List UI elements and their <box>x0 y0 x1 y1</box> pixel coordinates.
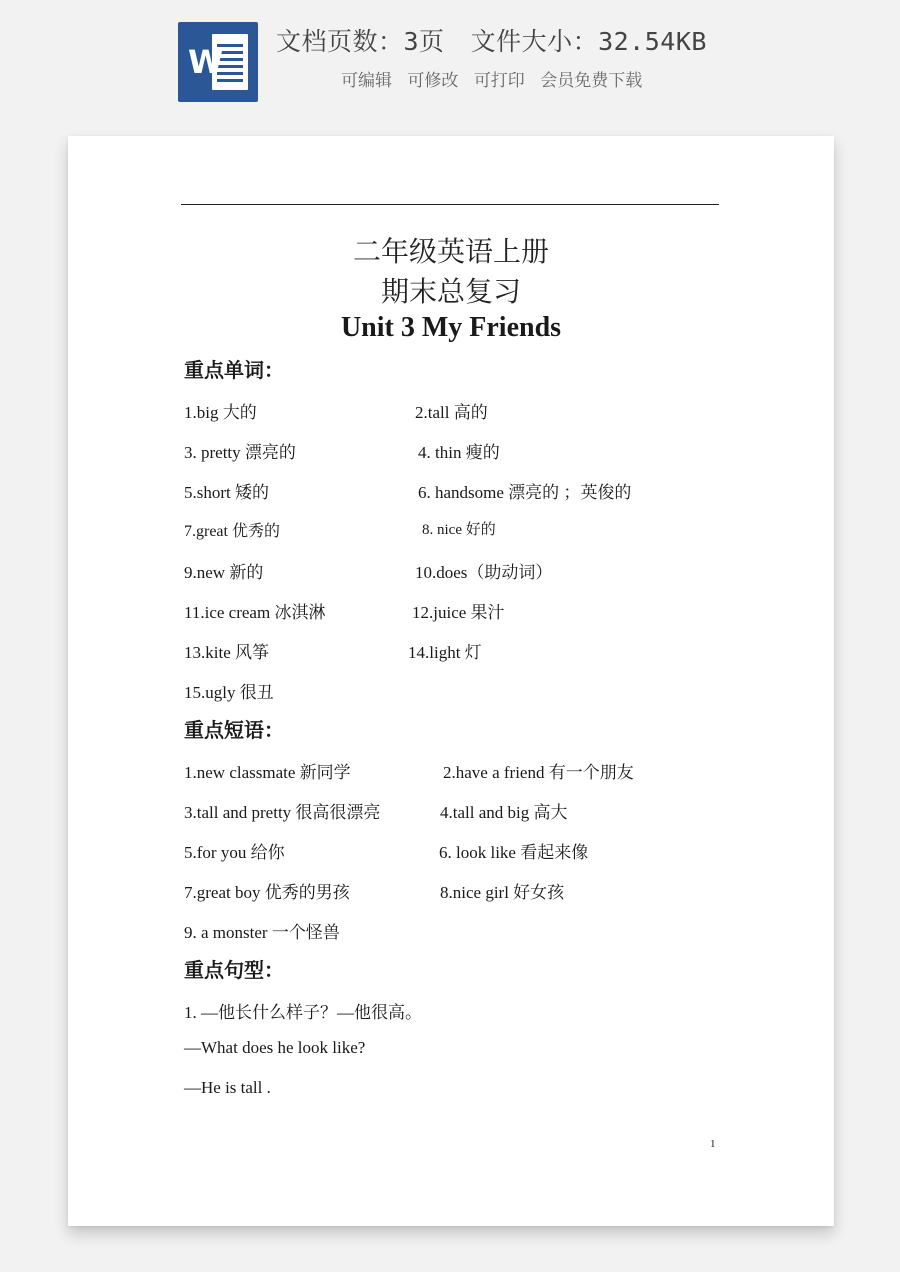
feature-member-download: 会员免费下载 <box>540 71 643 91</box>
vocab-item: 8. nice 好的 <box>422 522 496 538</box>
vocab-item: 2.tall 高的 <box>415 403 488 422</box>
vocab-item: 3. pretty 漂亮的 <box>184 443 296 462</box>
vocab-item: 13.kite 风筝 <box>184 643 269 662</box>
phrase-item: 7.great boy 优秀的男孩 <box>184 883 350 902</box>
document-page <box>68 136 834 1226</box>
word-document-icon <box>178 22 258 102</box>
phrase-item: 9. a monster 一个怪兽 <box>184 923 340 942</box>
sentence-item: —What does he look like? <box>184 1038 366 1057</box>
vocab-item: 9.new 新的 <box>184 563 264 582</box>
page-count-label: 文档页数：3页 <box>276 27 445 56</box>
sentence-item: —He is tall . <box>184 1078 271 1097</box>
phrase-item: 3.tall and pretty 很高很漂亮 <box>184 803 381 822</box>
vocab-item: 7.great 优秀的 <box>184 523 280 540</box>
file-info-title <box>276 22 707 58</box>
header-rule <box>181 204 719 205</box>
vocab-item: 10.does（助动词） <box>415 563 553 582</box>
vocab-item: 15.ugly 很丑 <box>184 683 274 702</box>
phrase-item: 8.nice girl 好女孩 <box>440 883 565 902</box>
vocab-item: 6. handsome 漂亮的 ；英俊的 <box>418 483 632 502</box>
vocab-item: 1.big 大的 <box>184 403 257 422</box>
feature-list <box>341 66 652 91</box>
vocab-heading: 重点单词： <box>184 358 284 382</box>
phrase-item: 1.new classmate 新同学 <box>184 763 351 782</box>
vocab-item: 14.light 灯 <box>408 643 482 662</box>
feature-modifiable: 可修改 <box>407 71 459 91</box>
feature-printable: 可打印 <box>473 71 525 91</box>
header-banner <box>0 0 900 120</box>
phrase-item: 6. look like 看起来像 <box>439 843 589 862</box>
vocab-item: 12.juice 果汁 <box>412 603 505 622</box>
phrase-item: 5.for you 给你 <box>184 843 285 862</box>
unit-title: Unit 3 My Friends <box>340 312 562 343</box>
phrase-item: 4.tall and big 高大 <box>440 803 568 822</box>
doc-title-line1: 二年级英语上册 <box>352 235 549 268</box>
vocab-item: 4. thin 瘦的 <box>418 443 500 462</box>
phrases-heading: 重点短语： <box>184 718 284 742</box>
file-size-label: 文件大小：32.54KB <box>470 27 707 56</box>
word-w-letter: W <box>188 43 224 81</box>
sentences-heading: 重点句型： <box>184 958 284 982</box>
sentence-item: 1. —他长什么样子？—他很高。 <box>184 1003 422 1022</box>
vocab-item: 5.short 矮的 <box>184 483 269 502</box>
vocab-item: 11.ice cream 冰淇淋 <box>184 603 326 622</box>
phrase-item: 2.have a friend 有一个朋友 <box>443 763 634 782</box>
doc-title-line2: 期末总复习 <box>380 275 521 308</box>
feature-editable: 可编辑 <box>341 71 392 91</box>
page-number: 1 <box>710 1138 716 1150</box>
